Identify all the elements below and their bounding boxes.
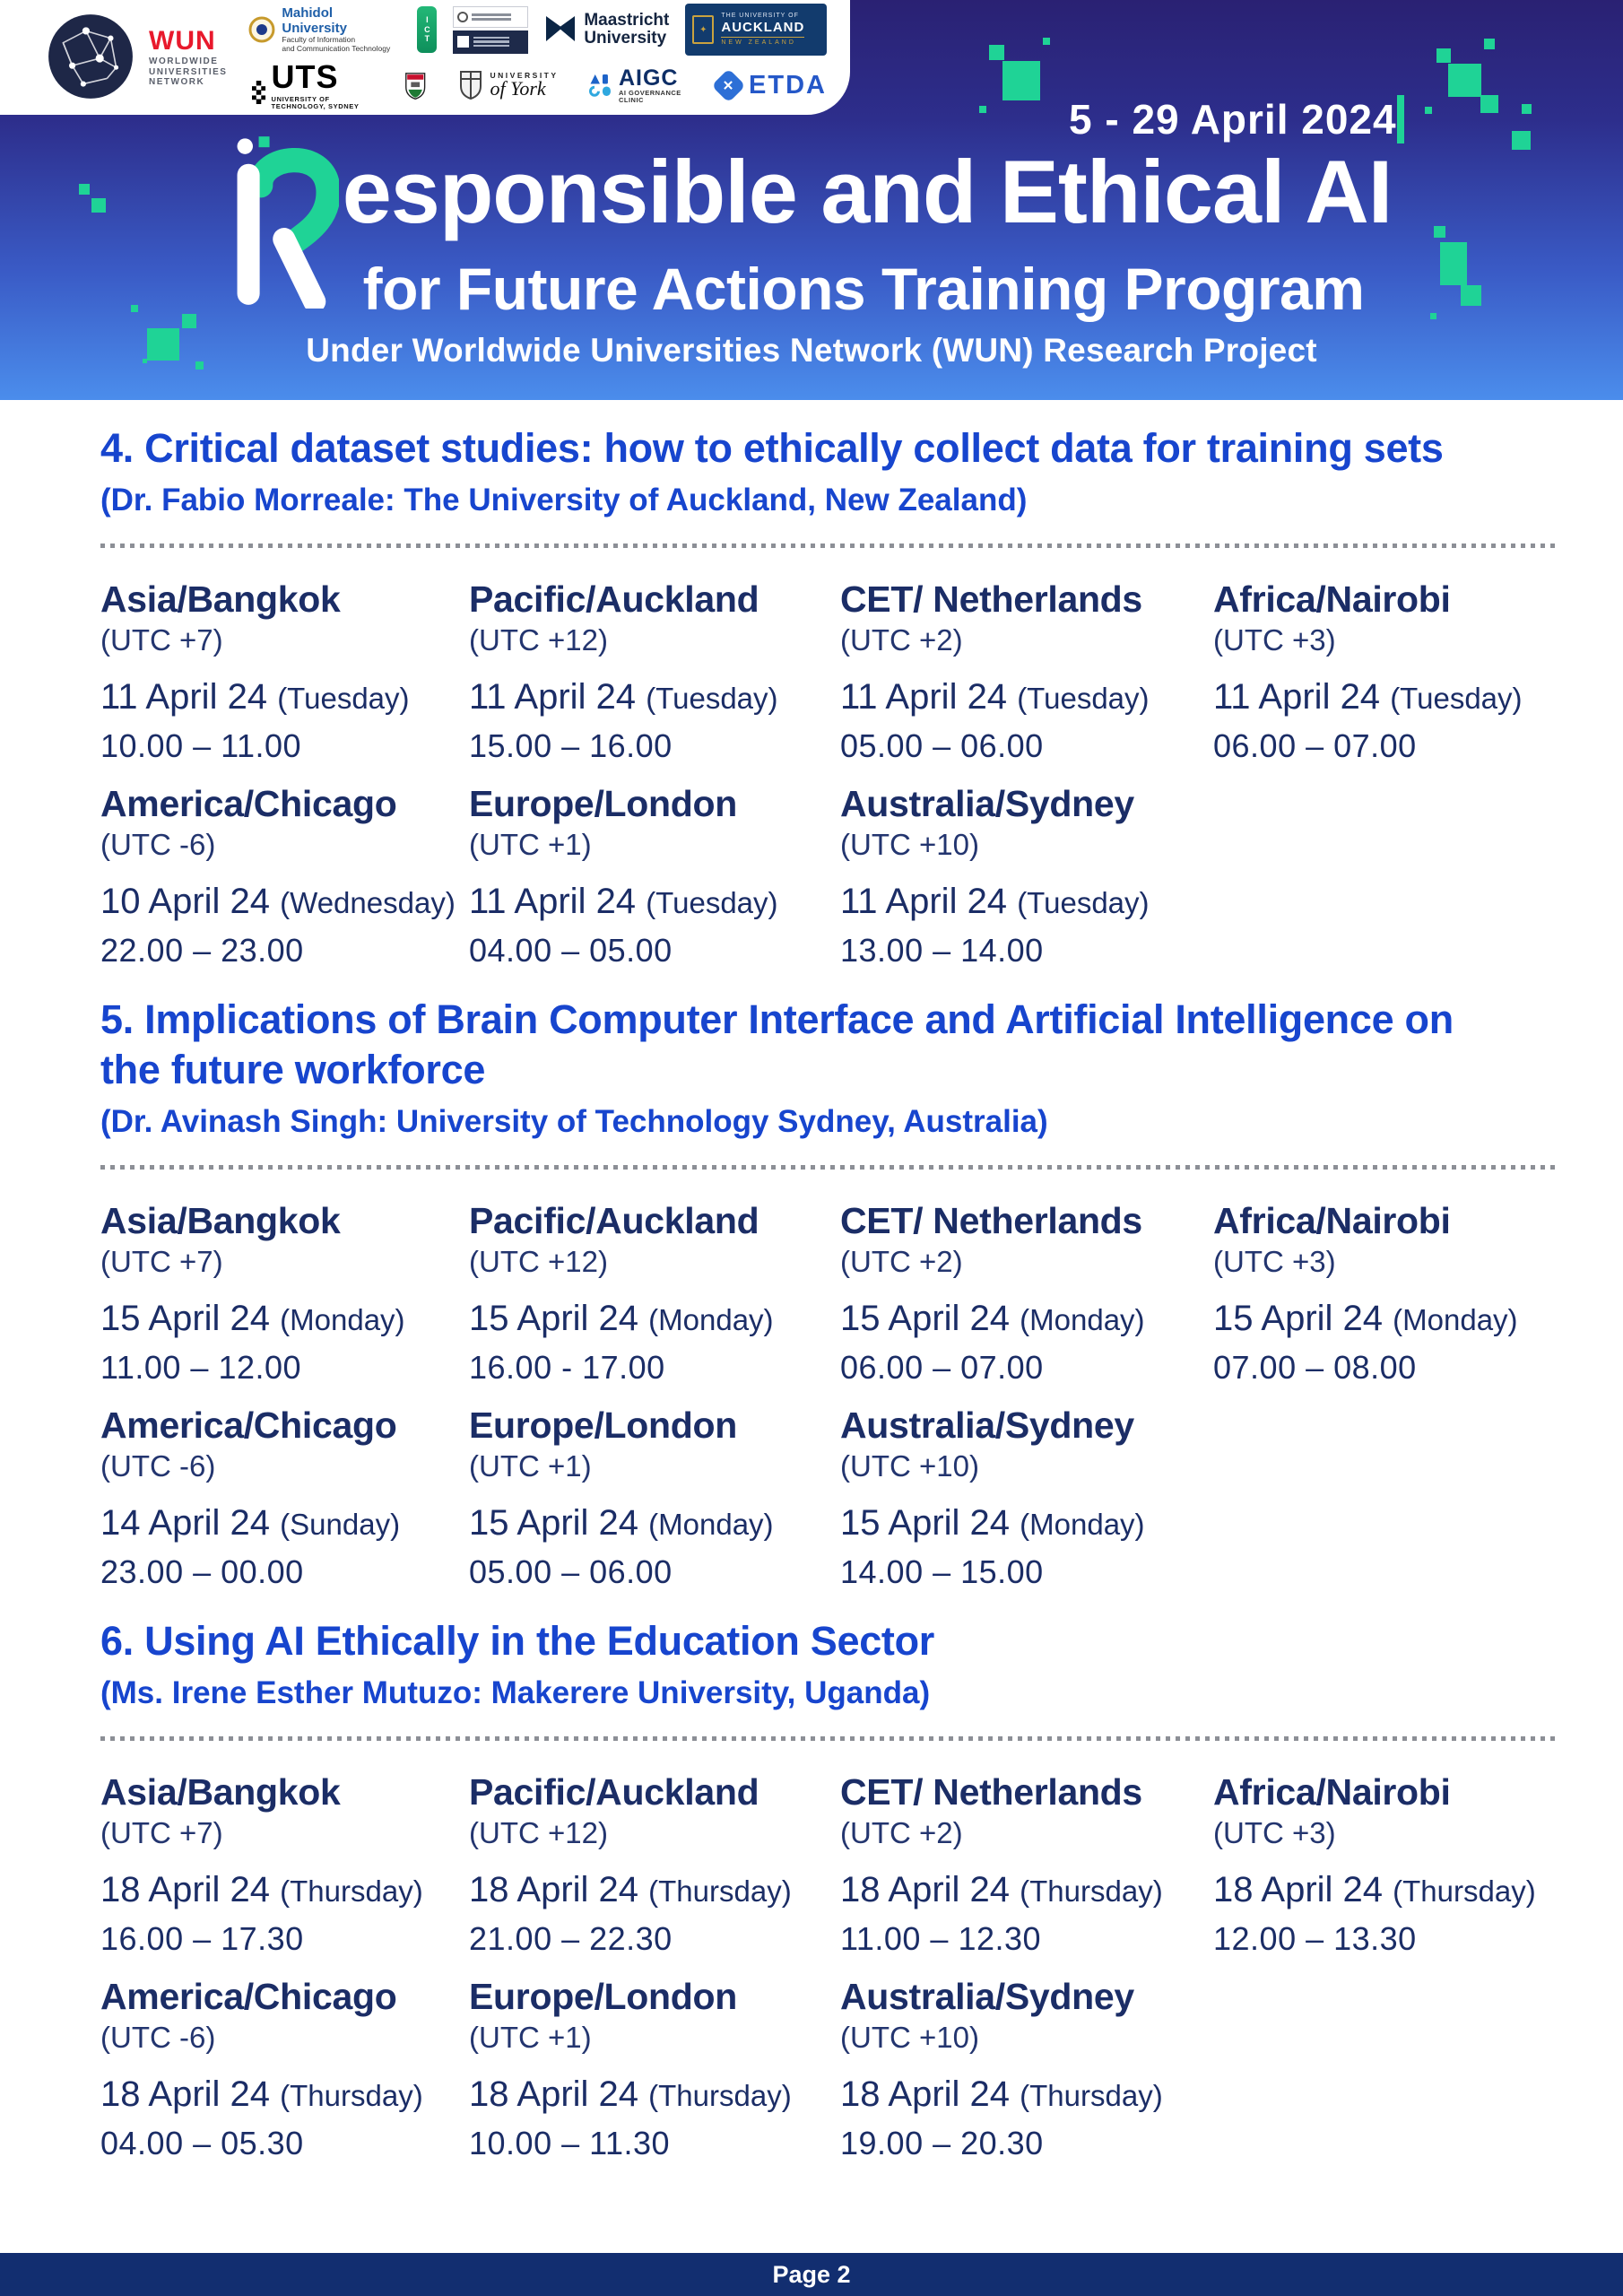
- date-range: 5 - 29 April 2024: [1069, 96, 1397, 143]
- logo-row-top: [248, 4, 827, 56]
- aigc-glyph-icon: [589, 70, 612, 100]
- timezone-row-1: [100, 578, 1560, 765]
- timezone-date: 11 April 24 (Tuesday): [469, 882, 778, 922]
- tec-logo-light: [453, 6, 528, 28]
- dotted-divider: [100, 1736, 1560, 1741]
- tec-square-icon: [457, 36, 469, 48]
- timezone-cell: [469, 1976, 840, 2162]
- timezone-time: 16.00 – 17.30: [100, 1919, 304, 1957]
- timezone-date: 18 April 24 (Thursday): [469, 1869, 792, 1909]
- timezone-city: Australia/Sydney: [840, 782, 1134, 824]
- timezone-utc-offset: (UTC -6): [100, 2021, 216, 2055]
- timezone-date: 11 April 24 (Tuesday): [840, 676, 1150, 717]
- timezone-time: 05.00 – 06.00: [469, 1552, 673, 1590]
- timezone-time: 16.00 - 17.00: [469, 1348, 665, 1386]
- timezone-city: America/Chicago: [100, 782, 397, 824]
- uts-logo: UTS UNIVERSITY OF TECHNOLOGY, SYDNEY: [252, 61, 373, 109]
- maastricht-m-icon: [544, 14, 577, 45]
- timezone-city: CET/ Netherlands: [840, 1770, 1142, 1813]
- timezone-date: 15 April 24 (Monday): [1213, 1298, 1518, 1338]
- timezone-utc-offset: (UTC +3): [1213, 622, 1336, 657]
- mahidol-emblem-icon: [248, 16, 275, 43]
- timezone-time: 10.00 – 11.30: [469, 2125, 671, 2162]
- timezone-date: 14 April 24 (Sunday): [100, 1502, 401, 1543]
- timezone-cell: [469, 1771, 840, 1958]
- session-6: [100, 1616, 1560, 2162]
- timezone-cell: [840, 1405, 1560, 1591]
- program-title-line2: for Future Actions Training Program: [362, 256, 1365, 322]
- timezone-cell: [469, 1200, 840, 1387]
- timezone-city: CET/ Netherlands: [840, 1199, 1142, 1241]
- timezone-time: 13.00 – 14.00: [840, 932, 1044, 970]
- timezone-utc-offset: (UTC +1): [469, 2021, 592, 2055]
- aigc-logo: AIGC AI GOVERNANCE CLINIC: [589, 66, 687, 104]
- timezone-date: 18 April 24 (Thursday): [1213, 1869, 1536, 1909]
- timezone-time: 10.00 – 11.00: [100, 726, 302, 764]
- session-title: 6. Using AI Ethically in the Education Sector: [100, 1617, 935, 1664]
- timezone-date: 18 April 24 (Thursday): [840, 2074, 1163, 2115]
- timezone-date: 11 April 24 (Tuesday): [840, 882, 1150, 922]
- timezone-cell: [100, 783, 469, 970]
- session-presenter: (Dr. Fabio Morreale: The University of Auckland, New Zealand): [100, 482, 1028, 517]
- program-title-text: esponsible and Ethical AI: [342, 142, 1393, 241]
- makerere-university-crest-logo: [404, 65, 427, 106]
- wun-abbr: WUN: [149, 25, 216, 56]
- timezone-city: Australia/Sydney: [840, 1404, 1134, 1446]
- timezone-cell: [100, 1976, 469, 2162]
- timezone-utc-offset: (UTC +2): [840, 622, 963, 657]
- timezone-date: 11 April 24 (Tuesday): [1213, 676, 1523, 717]
- timezone-utc-offset: (UTC +12): [469, 1815, 608, 1849]
- uts-pixel-icon: [252, 75, 265, 109]
- timezone-city: Australia/Sydney: [840, 1975, 1134, 2017]
- timezone-cell: [469, 578, 840, 765]
- tecnologico-de-monterrey-logos: [453, 6, 528, 54]
- timezone-time: 21.00 – 22.30: [469, 1919, 673, 1957]
- timezone-city: Pacific/Auckland: [469, 1199, 759, 1241]
- york-crest-icon: [458, 70, 483, 100]
- timezone-city: CET/ Netherlands: [840, 578, 1142, 620]
- timezone-date: 15 April 24 (Monday): [469, 1298, 774, 1338]
- university-of-auckland-logo: ✦ THE UNIVERSITY OF AUCKLAND NEW ZEALAND: [685, 4, 827, 56]
- timezone-cell: [840, 1771, 1213, 1958]
- session-presenter: (Dr. Avinash Singh: University of Technology Sydney, Australia): [100, 1103, 1048, 1139]
- session-presenter: (Ms. Irene Esther Mutuzo: Makerere University, Uganda): [100, 1674, 931, 1710]
- timezone-city: America/Chicago: [100, 1404, 397, 1446]
- timezone-utc-offset: (UTC +1): [469, 1448, 592, 1483]
- timezone-utc-offset: (UTC +3): [1213, 1815, 1336, 1849]
- timezone-city: Asia/Bangkok: [100, 1770, 341, 1813]
- wun-logo: [45, 11, 227, 102]
- timezone-utc-offset: (UTC +7): [100, 622, 223, 657]
- timezone-time: 11.00 – 12.00: [100, 1348, 302, 1386]
- timezone-time: 06.00 – 07.00: [840, 1348, 1044, 1386]
- session-4: [100, 423, 1560, 970]
- timezone-city: Asia/Bangkok: [100, 1199, 341, 1241]
- timezone-cell: [1213, 578, 1560, 765]
- timezone-cell: [469, 783, 840, 970]
- timezone-utc-offset: (UTC +2): [840, 1244, 963, 1278]
- program-subtitle: Under Worldwide Universities Network (WUN) Research Project: [306, 332, 1317, 369]
- timezone-time: 06.00 – 07.00: [1213, 726, 1417, 764]
- timezone-date: 15 April 24 (Monday): [840, 1502, 1145, 1543]
- timezone-utc-offset: (UTC +1): [469, 828, 592, 862]
- timezone-date: 18 April 24 (Thursday): [100, 1869, 423, 1909]
- tec-circle-icon: [457, 12, 468, 22]
- mahidol-ict-logo: I C T: [417, 6, 437, 53]
- hero-header: [0, 0, 1623, 400]
- timezone-date: 18 April 24 (Thursday): [469, 2074, 792, 2115]
- timezone-cell: [469, 1405, 840, 1591]
- timezone-utc-offset: (UTC +3): [1213, 1244, 1336, 1278]
- timezone-time: 23.00 – 00.00: [100, 1552, 304, 1590]
- tec-logo-dark: [453, 30, 528, 54]
- timezone-utc-offset: (UTC +2): [840, 1815, 963, 1849]
- timezone-time: 11.00 – 12.30: [840, 1919, 1042, 1957]
- timezone-city: Pacific/Auckland: [469, 1770, 759, 1813]
- partner-logo-panel: [0, 0, 850, 115]
- timezone-row-2: [100, 1976, 1560, 2162]
- dotted-divider: [100, 544, 1560, 548]
- timezone-utc-offset: (UTC +10): [840, 2021, 979, 2055]
- session-title: 4. Critical dataset studies: how to ethically collect data for training sets: [100, 425, 1444, 471]
- auckland-crest-icon: ✦: [692, 15, 714, 44]
- timezone-utc-offset: (UTC +12): [469, 1244, 608, 1278]
- timezone-utc-offset: (UTC -6): [100, 1448, 216, 1483]
- maastricht-university-logo: Maastricht University: [544, 12, 669, 48]
- timezone-city: Asia/Bangkok: [100, 578, 341, 620]
- session-5: [100, 995, 1560, 1591]
- timezone-time: 04.00 – 05.30: [100, 2125, 304, 2162]
- university-of-york-logo: UNIVERSITY of York: [458, 70, 559, 100]
- timezone-time: 14.00 – 15.00: [840, 1552, 1044, 1590]
- timezone-cell: [100, 578, 469, 765]
- timezone-utc-offset: (UTC +10): [840, 828, 979, 862]
- timezone-city: Africa/Nairobi: [1213, 1770, 1451, 1813]
- mahidol-university-logo: Mahidol University Faculty of Information and Communication Technology: [248, 6, 401, 53]
- timezone-city: America/Chicago: [100, 1975, 397, 2017]
- timezone-time: 12.00 – 13.30: [1213, 1919, 1417, 1957]
- timezone-time: 19.00 – 20.30: [840, 2125, 1044, 2162]
- etda-logo: ✕ ETDA: [716, 71, 827, 100]
- timezone-date: 15 April 24 (Monday): [840, 1298, 1145, 1338]
- page-footer: [0, 2253, 1623, 2296]
- timezone-row-1: [100, 1200, 1560, 1387]
- timezone-date: 18 April 24 (Thursday): [100, 2074, 423, 2115]
- etda-glyph-icon: ✕: [711, 68, 745, 102]
- timezone-utc-offset: (UTC +12): [469, 622, 608, 657]
- timezone-city: Europe/London: [469, 1404, 737, 1446]
- timezone-cell: [100, 1771, 469, 1958]
- timezone-city: Africa/Nairobi: [1213, 578, 1451, 620]
- timezone-date: 10 April 24 (Wednesday): [100, 882, 456, 922]
- logo-row-bottom: [248, 58, 827, 110]
- timezone-row-1: [100, 1771, 1560, 1958]
- timezone-date: 11 April 24 (Tuesday): [469, 676, 778, 717]
- page-number: Page 2: [772, 2260, 851, 2288]
- timezone-city: Europe/London: [469, 782, 737, 824]
- timezone-cell: [840, 1976, 1560, 2162]
- timezone-city: Africa/Nairobi: [1213, 1199, 1451, 1241]
- timezone-date: 15 April 24 (Monday): [469, 1502, 774, 1543]
- timezone-time: 22.00 – 23.00: [100, 932, 304, 970]
- timezone-time: 07.00 – 08.00: [1213, 1348, 1417, 1386]
- wun-wordmark: WUN WORLDWIDE UNIVERSITIES NETWORK: [149, 25, 228, 87]
- timezone-date: 18 April 24 (Thursday): [840, 1869, 1163, 1909]
- timezone-time: 05.00 – 06.00: [840, 726, 1044, 764]
- timezone-time: 04.00 – 05.00: [469, 932, 673, 970]
- timezone-cell: [1213, 1771, 1560, 1958]
- timezone-city: Europe/London: [469, 1975, 737, 2017]
- timezone-cell: [100, 1405, 469, 1591]
- timezone-cell: [100, 1200, 469, 1387]
- timezone-cell: [840, 1200, 1213, 1387]
- timezone-utc-offset: (UTC +7): [100, 1815, 223, 1849]
- timezone-time: 15.00 – 16.00: [469, 726, 673, 764]
- timezone-row-2: [100, 783, 1560, 970]
- timezone-date: 11 April 24 (Tuesday): [100, 676, 410, 717]
- dotted-divider: [100, 1165, 1560, 1170]
- mahidol-name: Mahidol University: [282, 5, 347, 36]
- timezone-city: Pacific/Auckland: [469, 578, 759, 620]
- timezone-cell: [1213, 1200, 1560, 1387]
- partner-logo-grid: [248, 4, 827, 109]
- timezone-cell: [840, 783, 1560, 970]
- sessions-list: [0, 400, 1623, 2253]
- timezone-utc-offset: (UTC -6): [100, 828, 216, 862]
- wun-globe-icon: [45, 11, 136, 102]
- timezone-date: 15 April 24 (Monday): [100, 1298, 405, 1338]
- timezone-utc-offset: (UTC +7): [100, 1244, 223, 1278]
- timezone-cell: [840, 578, 1213, 765]
- timezone-row-2: [100, 1405, 1560, 1591]
- timezone-utc-offset: (UTC +10): [840, 1448, 979, 1483]
- session-title: 5. Implications of Brain Computer Interface and Artificial Intelligence on the future workforce: [100, 996, 1454, 1092]
